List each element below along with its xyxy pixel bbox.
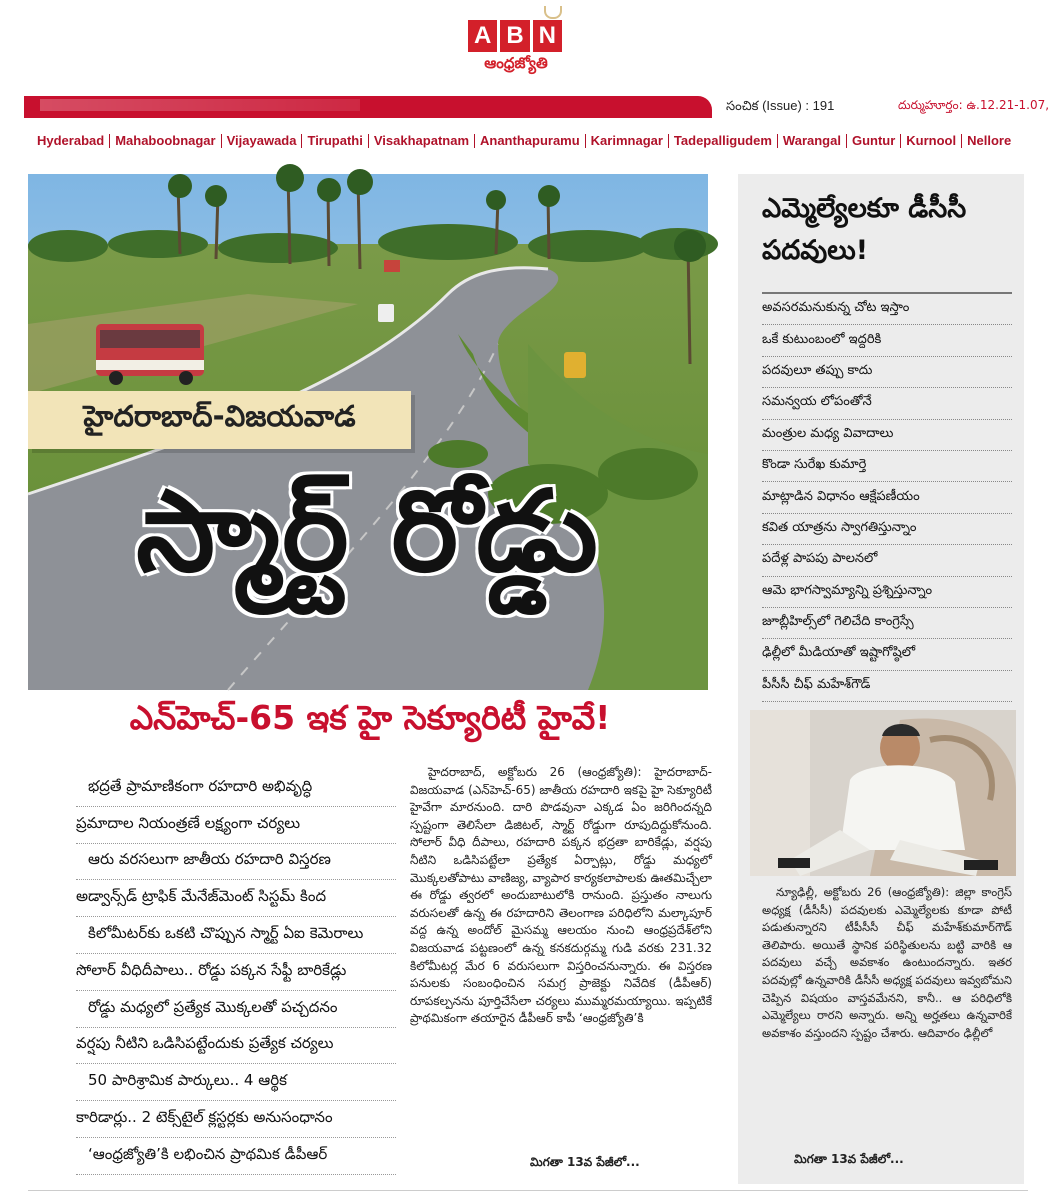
highlight-text: వర్షపు నీటిని ఒడిసిపట్టేందుకు ప్రత్యేక చర్యలు	[76, 1034, 334, 1053]
city-link[interactable]: Tirupathi	[302, 134, 368, 148]
sidebar-point-text: సమన్వయ లోపంతోనే	[762, 394, 872, 410]
sidebar-point	[762, 325, 1012, 356]
sidebar-point	[762, 482, 1012, 513]
sidebar-point	[762, 671, 1012, 702]
sidebar-point	[762, 514, 1012, 545]
sidebar-point	[762, 451, 1012, 482]
sidebar-point-text: కవిత యాత్రను స్వాగతిస్తున్నాం	[762, 519, 917, 535]
portrait-photo	[750, 710, 1016, 876]
sidebar-story	[738, 174, 1024, 1184]
highlight-text: అడ్వాన్స్‌డ్ ట్రాఫిక్ మేనేజ్‌మెంట్ సిస్టమ్ కింద	[76, 887, 327, 906]
sidebar-point	[762, 577, 1012, 608]
sidebar-continued-note[interactable]: మిగతా 13వ పేజీలో...	[794, 1152, 904, 1166]
lead-kicker	[28, 391, 411, 449]
sidebar-point-text: పదేళ్ల పాపపు పాలనలో	[762, 551, 878, 567]
muhurtam-info: దుర్ముహూర్తం: ఉ.12.21-1.07,	[898, 98, 1049, 112]
lead-article-body	[410, 764, 712, 1164]
lead-highlights	[76, 770, 396, 1170]
highlight-item	[76, 1064, 396, 1101]
sidebar-point	[762, 608, 1012, 639]
sidebar-paragraph: న్యూఢిల్లీ, అక్టోబరు 26 (ఆంధ్రజ్యోతి): జిల్లా కాంగ్రెస్ అధ్యక్ష (డీసీసీ) పదవులకు ఎమ్మెల్యేలకు కూడా పోటీ పడుతున్నారని టీపీసీసీ చీఫ్ మహేశ్‌కుమార్‌గౌడ్ తెలిపారు. అయితే స్థానిక పరిస్థితులను బట్టి వారికి ఆ పదవులు వచ్చే అవకాశం ఉంటుందన్నారు. ఇతర పదవుల్లో ఉన్నవారికి డీసీసీ అధ్యక్ష పదవులు ఇవ్వబోమని చెప్పిన విషయం వాస్తవమేనని, కానీ.. ఆ పరిధిలోకి ఎమ్మెల్యేలు రారని అన్నారు. అన్ని అర్హతలు ఉన్నవారికే అవకాశం వస్తుందని స్పష్టం చేశారు. ఆదివారం ఢిల్లీలో	[762, 885, 1012, 1040]
sidebar-point	[762, 357, 1012, 388]
city-link[interactable]: Tadepalligudem	[669, 134, 778, 148]
highlight-text: ‘ఆంధ్రజ్యోతి’కి లభించిన ప్రాథమిక డీపీఆర్	[88, 1144, 328, 1163]
sidebar-point-text: ఆమె భాగస్వామ్యాన్ని ప్రశ్నిస్తున్నాం	[762, 582, 933, 598]
sidebar-point-text: మంత్రుల మధ్య వివాదాలు	[762, 425, 894, 441]
highlight-text: ప్రమాదాల నియంత్రణే లక్ష్యంగా చర్యలు	[76, 813, 301, 832]
logo-subtitle: ఆంధ్రజ్యోతి	[484, 54, 548, 72]
sidebar-point-text: పదవులూ తప్పు కాదు	[762, 362, 873, 378]
city-link[interactable]: Mahaboobnagar	[110, 134, 221, 148]
sidebar-point	[762, 545, 1012, 576]
highlight-text: కారిడార్లు.. 2 టెక్స్‌టైల్ క్లస్టర్లకు అనుసంధానం	[76, 1108, 333, 1127]
highlight-item	[76, 1138, 396, 1175]
sidebar-point	[762, 388, 1012, 419]
city-link[interactable]: Vijayawada	[222, 134, 303, 148]
city-link[interactable]: Ananthapuramu	[475, 134, 586, 148]
highlight-item	[76, 917, 396, 954]
sidebar-headline: ఎమ్మెల్యేలకూ డీసీసీ పదవులు!	[762, 193, 967, 266]
logo-letters	[468, 20, 562, 52]
logo-letter: N	[533, 20, 562, 52]
sidebar-point	[762, 639, 1012, 670]
highlight-item	[76, 991, 396, 1028]
abn-logo	[466, 6, 566, 80]
city-link[interactable]: Karimnagar	[586, 134, 669, 148]
highlight-text: రోడ్డు మధ్యలో ప్రత్యేక మొక్కలతో పచ్చదనం	[88, 997, 338, 1016]
sidebar-point	[762, 420, 1012, 451]
city-link[interactable]: Nellore	[967, 133, 1012, 148]
sidebar-point-text: ఢిల్లీలో మీడియాతో ఇష్టాగోష్ఠిలో	[762, 645, 916, 661]
sidebar-point-text: కొండా సురేఖ కుమార్తె	[762, 457, 867, 473]
highlight-text: సోలార్ వీధిదీపాలు.. రోడ్డు పక్కన సేఫ్టీ బారికేడ్లు	[76, 960, 347, 979]
edition-city-bar	[32, 128, 1028, 154]
sidebar-point	[762, 294, 1012, 325]
lead-subheadline	[28, 693, 712, 749]
kicker-text: హైదరాబాద్-విజయవాడ	[83, 399, 356, 433]
subheadline-text: ఎన్‌హెచ్-65 ఇక హై సెక్యూరిటీ హైవే!	[129, 697, 611, 737]
highlight-item	[76, 807, 396, 844]
highlight-text: ఆరు వరసలుగా జాతీయ రహదారి విస్తరణ	[88, 850, 331, 869]
city-link[interactable]: Hyderabad	[32, 134, 110, 148]
city-link[interactable]: Warangal	[778, 134, 847, 148]
sidebar-points	[762, 294, 1012, 702]
issue-number: సంచిక (Issue) : 191	[726, 98, 835, 113]
highlight-item	[76, 770, 396, 807]
sidebar-point-text: జూబ్లీహిల్స్‌లో గెలిచేది కాంగ్రెస్సే	[762, 614, 914, 630]
highlight-text: 50 పారిశ్రామిక పార్కులు.. 4 ఆర్థిక	[88, 1071, 287, 1090]
logo-letter: A	[468, 20, 497, 52]
sidebar-point-text: ఒకే కుటుంబంలో ఇద్దరికి	[762, 331, 882, 347]
city-link[interactable]: Visakhapatnam	[369, 134, 475, 148]
logo-letter: B	[500, 20, 529, 52]
highlight-item	[76, 880, 396, 917]
city-link[interactable]: Guntur	[847, 134, 901, 148]
city-link[interactable]: Kurnool	[901, 134, 962, 148]
highlight-text: కిలోమీటర్‌కు ఒకటి చొప్పున స్మార్ట్ ఏఐ కెమెరాలు	[88, 924, 364, 943]
date-strip	[24, 90, 1049, 120]
highlight-text: భద్రతే ప్రామాణికంగా రహదారి అభివృద్ధి	[88, 776, 313, 795]
cup-icon	[544, 6, 562, 19]
date-banner	[24, 96, 712, 118]
highlight-item	[76, 954, 396, 991]
sidebar-point-text: మాట్లాడిన విధానం ఆక్షేపణీయం	[762, 488, 920, 504]
sidebar-article-body	[762, 884, 1012, 1042]
article-paragraph: హైదరాబాద్, అక్టోబరు 26 (ఆంధ్రజ్యోతి): హైదరాబాద్-విజయవాడ (ఎన్‌హెచ్-65) జాతీయ రహదారి ఇకపై హై సెక్యూరిటీ హైవేగా మారనుంది. దారి పొడవునా ఎక్కడ ఏం జరిగిందన్నది స్పష్టంగా తెలిసేలా డిజిటల్, స్మార్ట్ రోడ్డుగా రూపుదిద్దుకోనుంది. సోలార్ వీధి దీపాలు, రహదారి పక్కన భద్రతా బారికేడ్లు, వర్షపు నీటిని ఒడిసిపట్టేలా ప్రత్యేక ఏర్పాట్లు, రోడ్డు మధ్యలో మొక్కలతోపాటు వాణిజ్య, వ్యాపార కార్యకలాపాలకు ఊతమిచ్చేలా ఈ రోడ్డు త్వరలో అందుబాటులోకి రానుంది. ప్రస్తుతం నాలుగు వరుసలతో ఉన్న ఈ రహదారిని తెలంగాణ పరిధిలోని మల్కాపూర్ వద్ద ఉన్న అందోల్ మైసమ్మ ఆలయం నుంచి ఆంధ్రప్రదేశ్‌లోని విజయవాడ పట్టణంలో ఉన్న కనకదుర్గమ్మ గుడి వరకు 231.32 కిలోమీటర్ల మేర 6 వరుసలుగా విస్తరించనున్నారు. ఈ విస్తరణ పనులకు సంబంధించిన సమగ్ర ప్రాజెక్టు నివేదిక (డీపీఆర్) రూపకల్పనను పూర్తిచేసేలా చర్యలు ముమ్మరమయ్యాయి. ఇప్పటికే ప్రాథమికంగా తయారైన డీపీఆర్ కాపీ ‘ఆంధ్రజ్యోతి’కి	[410, 765, 712, 1026]
continued-note[interactable]: మిగతా 13వ పేజీలో...	[530, 1155, 640, 1169]
highlight-item	[76, 844, 396, 881]
headline-text: స్మార్ట్ రోడ్డు	[136, 467, 600, 597]
sidebar-point-text: అవసరమనుకున్న చోట ఇస్తాం	[762, 300, 910, 316]
lead-headline	[26, 448, 710, 644]
sidebar-point-text: పీసీసీ చీఫ్ మహేశ్‌గౌడ్	[762, 676, 871, 692]
highlight-item	[76, 1101, 396, 1138]
page-bottom-rule	[28, 1190, 1028, 1191]
highlight-item	[76, 1028, 396, 1065]
